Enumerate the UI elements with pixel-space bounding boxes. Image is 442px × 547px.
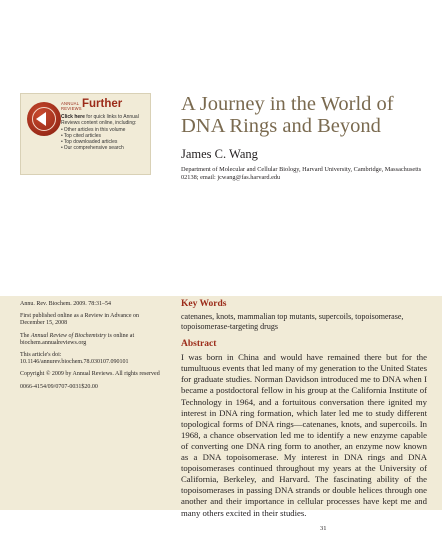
abstract-heading: Abstract	[181, 339, 217, 350]
article-title: A Journey in the World of DNA Rings and Beyond	[181, 93, 394, 137]
article-author: James C. Wang	[181, 147, 258, 161]
click-here-link[interactable]: Click here	[61, 114, 85, 120]
further-intro: for quick links to Annual Reviews content online, including:	[61, 114, 139, 127]
further-link-top-cited[interactable]: • Top cited articles	[61, 133, 149, 139]
journal-name: Annual Review of Biochemistry	[30, 332, 107, 339]
keywords-text: catenanes, knots, mammalian top mutants, supercoils, topoisomerase, topoisomerase-targeting drugs	[181, 312, 404, 331]
further-links	[61, 127, 149, 151]
annual-reviews-label: ANNUAL REVIEWS	[61, 101, 82, 111]
journal-online: The Annual Review of Biochemistry is online at biochem.annualreviews.org	[20, 332, 135, 346]
further-description	[61, 114, 149, 152]
further-link-top-downloaded[interactable]: • Top downloaded articles	[61, 139, 149, 145]
author-affiliation: Department of Molecular and Cellular Biology, Harvard University, Cambridge, Massachusetts 02138; email: jcwang@fas.harvard.edu	[181, 166, 422, 181]
page-number: 31	[320, 525, 327, 532]
abstract-section	[181, 299, 427, 519]
further-box[interactable]	[20, 93, 151, 175]
further-link-search[interactable]: • Our comprehensive search	[61, 145, 149, 151]
copyright: Copyright © 2009 by Annual Reviews. All rights reserved	[20, 371, 160, 378]
further-label: Further	[82, 98, 123, 110]
issn: 0066-4154/09/0707-0031$20.00	[20, 383, 98, 390]
keywords-heading: Key Words	[181, 299, 227, 309]
further-link-volume[interactable]: • Other articles in this volume	[61, 127, 149, 133]
article-metadata	[20, 301, 160, 396]
abstract-text: I was born in China and would have remained there but for the tumultuous events that led many of my generation to the United States for graduate studies. Norman Davidson introduced me to DNA when I became a postdoctoral fellow in his group at the California Institute of Technology in 1964, and a fortuitous conversation there ignited my interest in DNA ring formation, which later led me to study different topological forms of DNA rings—catenanes, knots, and supercoils. In 1968, a chance observation led me to identify a new enzyme capable of converting one DNA ring form to another, an enzyme now known as a DNA topoisomerase. My interest in DNA rings and DNA topoisomerases continued throughout my years at the University of California, Berkeley, and Harvard. The fascinating ability of the topoisomerases in passing DNA strands or double helices through one another and their importance in cellular processes have kept me and many others excited in their studies.	[181, 352, 427, 518]
citation: Annu. Rev. Biochem. 2009. 78:31–54	[20, 301, 111, 307]
first-published: First published online as a Review in Advance on December 15, 2008	[20, 313, 139, 327]
doi[interactable]: This article's doi: 10.1146/annurev.biochem.78.030107.090101	[20, 352, 129, 366]
further-back-arrow-icon[interactable]	[27, 102, 61, 136]
